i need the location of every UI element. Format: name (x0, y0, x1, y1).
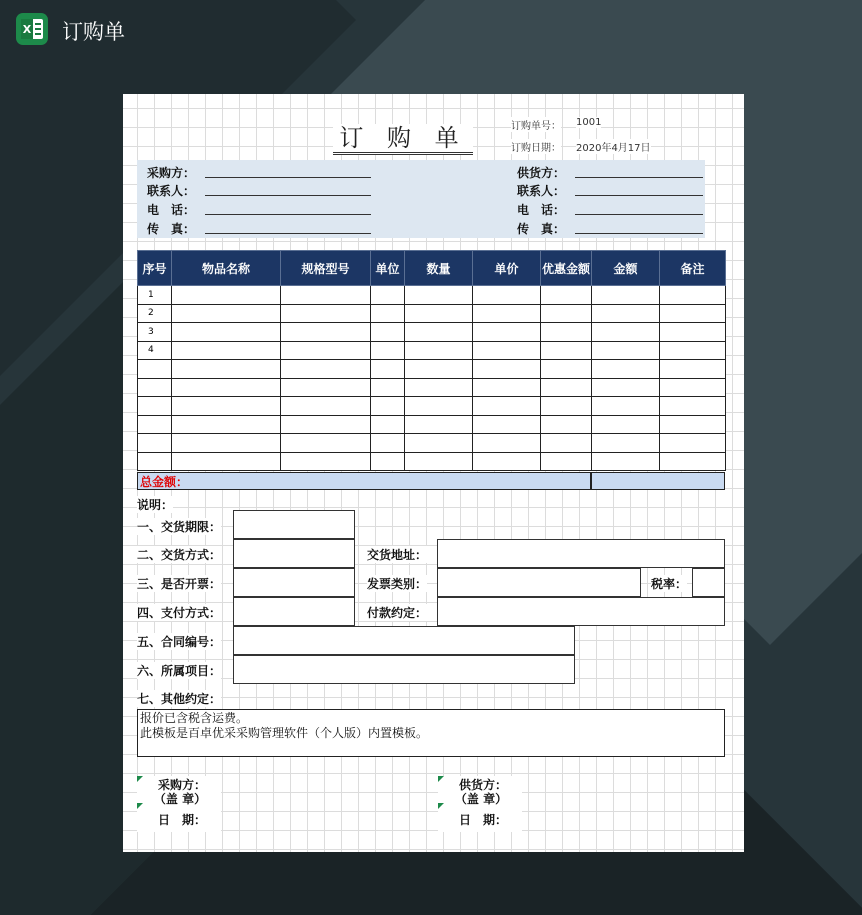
supplier-contact-label: 联系人： (517, 184, 566, 198)
note-line-1: 报价已含税含运费。 (140, 711, 249, 725)
table-cell[interactable] (592, 415, 660, 434)
row-index-cell[interactable]: 1 (138, 286, 172, 305)
table-cell[interactable] (172, 323, 281, 342)
table-cell[interactable] (371, 452, 405, 471)
payment-method-field[interactable] (233, 597, 355, 626)
col-header-index: 序号 (138, 251, 172, 286)
col-header-unit-price: 单价 (473, 251, 541, 286)
comment-marker-icon (137, 803, 143, 809)
table-cell[interactable] (473, 323, 541, 342)
supplier-label: 供货方： (517, 166, 566, 180)
buyer-field[interactable] (205, 162, 371, 178)
table-cell[interactable] (541, 323, 592, 342)
table-cell[interactable] (172, 341, 281, 360)
table-row (138, 415, 726, 434)
table-row (138, 378, 726, 397)
table-cell[interactable] (592, 378, 660, 397)
table-cell[interactable] (660, 286, 726, 305)
table-row (138, 452, 726, 471)
table-cell[interactable] (281, 434, 371, 453)
table-row (138, 341, 726, 360)
table-cell[interactable] (541, 304, 592, 323)
table-cell[interactable] (541, 360, 592, 379)
other-terms-label: 七、其他约定： (137, 692, 222, 706)
table-cell[interactable] (592, 360, 660, 379)
col-header-unit: 单位 (371, 251, 405, 286)
project-field[interactable] (233, 655, 575, 684)
table-cell[interactable] (405, 286, 473, 305)
table-cell[interactable] (541, 415, 592, 434)
supplier-signature-field[interactable] (522, 776, 725, 832)
table-cell[interactable] (172, 304, 281, 323)
row-index-cell[interactable] (138, 360, 172, 379)
spreadsheet-page[interactable] (123, 94, 744, 852)
delivery-address-field[interactable] (437, 539, 725, 568)
table-cell[interactable] (281, 360, 371, 379)
delivery-method-field[interactable] (233, 539, 355, 568)
table-cell[interactable] (592, 304, 660, 323)
tax-rate-field[interactable] (692, 568, 725, 597)
buyer-signature-field[interactable] (221, 776, 405, 832)
supplier-fax-field[interactable] (575, 218, 703, 234)
row-index-cell[interactable] (138, 434, 172, 453)
table-cell[interactable] (405, 434, 473, 453)
table-cell[interactable] (405, 323, 473, 342)
table-cell[interactable] (371, 434, 405, 453)
terms-heading: 说明： (137, 498, 174, 512)
table-cell[interactable] (281, 286, 371, 305)
table-cell[interactable] (660, 415, 726, 434)
total-amount-value[interactable] (591, 472, 725, 490)
table-cell[interactable] (592, 341, 660, 360)
buyer-date-label: 日 期： (157, 813, 206, 827)
row-index-cell[interactable] (138, 378, 172, 397)
col-header-discount: 优惠金额 (541, 251, 592, 286)
col-header-remarks: 备注 (660, 251, 726, 286)
table-cell[interactable] (405, 415, 473, 434)
table-cell[interactable] (172, 360, 281, 379)
project-label: 六、所属项目： (137, 664, 222, 678)
col-header-quantity: 数量 (405, 251, 473, 286)
row-index-cell[interactable] (138, 452, 172, 471)
payment-terms-label: 付款约定： (367, 606, 428, 620)
table-cell[interactable] (541, 378, 592, 397)
table-cell[interactable] (281, 378, 371, 397)
supplier-field[interactable] (575, 162, 703, 178)
table-row (138, 304, 726, 323)
notes-box[interactable] (137, 709, 725, 757)
table-cell[interactable] (660, 304, 726, 323)
supplier-stamp-label: （盖 章） (454, 792, 508, 806)
buyer-sign-label: 采购方： (157, 778, 206, 792)
tax-rate-label: 税率： (651, 577, 688, 591)
table-cell[interactable] (281, 452, 371, 471)
table-cell[interactable] (592, 323, 660, 342)
table-cell[interactable] (172, 415, 281, 434)
table-cell[interactable] (371, 378, 405, 397)
table-cell[interactable] (592, 286, 660, 305)
buyer-label: 采购方： (147, 166, 196, 180)
table-cell[interactable] (405, 452, 473, 471)
document-title: 订 购 单 (333, 124, 473, 155)
row-index-cell[interactable] (138, 397, 172, 416)
table-row (138, 360, 726, 379)
comment-marker-icon (137, 776, 143, 782)
contract-no-label: 五、合同编号： (137, 635, 222, 649)
phone-field[interactable] (205, 199, 371, 215)
table-header-row (138, 251, 726, 286)
table-cell[interactable] (172, 452, 281, 471)
table-cell[interactable] (405, 397, 473, 416)
table-cell[interactable] (660, 341, 726, 360)
order-no-value[interactable]: 1001 (576, 117, 602, 128)
table-cell[interactable] (592, 452, 660, 471)
table-cell[interactable] (371, 360, 405, 379)
table-cell[interactable] (371, 323, 405, 342)
table-cell[interactable] (281, 304, 371, 323)
table-row (138, 286, 726, 305)
table-cell[interactable] (541, 286, 592, 305)
delivery-address-label: 交货地址： (367, 548, 428, 562)
table-row (138, 397, 726, 416)
supplier-phone-field[interactable] (575, 199, 703, 215)
table-cell[interactable] (371, 397, 405, 416)
table-cell[interactable] (371, 286, 405, 305)
supplier-fax-label: 传 真： (517, 222, 566, 236)
table-cell[interactable] (473, 378, 541, 397)
fax-field[interactable] (205, 218, 371, 234)
table-cell[interactable] (405, 378, 473, 397)
table-cell[interactable] (541, 397, 592, 416)
row-index-cell[interactable] (138, 415, 172, 434)
table-cell[interactable] (371, 304, 405, 323)
row-index-cell[interactable]: 3 (138, 323, 172, 342)
table-cell[interactable] (660, 323, 726, 342)
delivery-period-field[interactable] (233, 510, 355, 539)
table-cell[interactable] (660, 378, 726, 397)
table-cell[interactable] (172, 434, 281, 453)
table-row (138, 434, 726, 453)
delivery-method-label: 二、交货方式： (137, 548, 222, 562)
invoice-label: 三、是否开票： (137, 577, 222, 591)
buyer-stamp-label: （盖 章） (153, 792, 207, 806)
delivery-period-label: 一、交货期限： (137, 520, 222, 534)
table-cell[interactable] (473, 360, 541, 379)
contract-no-field[interactable] (233, 626, 575, 655)
row-index-cell[interactable]: 4 (138, 341, 172, 360)
total-amount-label: 总金额： (137, 472, 591, 490)
items-table (137, 250, 726, 471)
order-date-label: 订购日期： (511, 139, 561, 154)
comment-marker-icon (438, 776, 444, 782)
table-cell[interactable] (541, 452, 592, 471)
invoice-type-label: 发票类别： (367, 577, 428, 591)
payment-terms-field[interactable] (437, 597, 725, 626)
table-cell[interactable] (371, 341, 405, 360)
col-header-amount: 金额 (592, 251, 660, 286)
supplier-sign-label: 供货方： (458, 778, 507, 792)
title-bar (0, 0, 862, 58)
table-cell[interactable] (473, 452, 541, 471)
table-cell[interactable] (473, 397, 541, 416)
phone-label: 电 话： (147, 203, 196, 217)
table-cell[interactable] (473, 286, 541, 305)
table-cell[interactable] (281, 397, 371, 416)
table-cell[interactable] (172, 378, 281, 397)
table-cell[interactable] (660, 360, 726, 379)
table-cell[interactable] (405, 304, 473, 323)
order-date-value[interactable]: 2020年4月17日 (576, 139, 651, 154)
table-cell[interactable] (281, 415, 371, 434)
app-title: 订购单 (62, 20, 125, 44)
table-cell[interactable] (473, 434, 541, 453)
fax-label: 传 真： (147, 222, 196, 236)
table-cell[interactable] (371, 415, 405, 434)
table-row (138, 323, 726, 342)
table-cell[interactable] (405, 341, 473, 360)
table-cell[interactable] (473, 304, 541, 323)
table-cell[interactable] (281, 323, 371, 342)
buyer-signature-block (137, 776, 221, 832)
table-cell[interactable] (541, 434, 592, 453)
table-cell[interactable] (405, 360, 473, 379)
payment-method-label: 四、支付方式： (137, 606, 222, 620)
contact-label: 联系人： (147, 184, 196, 198)
col-header-spec: 规格型号 (281, 251, 371, 286)
table-cell[interactable] (660, 434, 726, 453)
table-cell[interactable] (592, 434, 660, 453)
invoice-type-field[interactable] (437, 568, 641, 597)
parties-section (137, 160, 705, 238)
comment-marker-icon (438, 803, 444, 809)
table-cell[interactable] (541, 341, 592, 360)
note-line-2: 此模板是百卓优采采购管理软件（个人版）内置模板。 (140, 726, 429, 740)
invoice-field[interactable] (233, 568, 355, 597)
table-cell[interactable] (172, 286, 281, 305)
supplier-contact-field[interactable] (575, 180, 703, 196)
supplier-phone-label: 电 话： (517, 203, 566, 217)
table-cell[interactable] (473, 341, 541, 360)
table-cell[interactable] (660, 397, 726, 416)
table-cell[interactable] (172, 397, 281, 416)
excel-icon: X (16, 13, 48, 45)
supplier-signature-block (438, 776, 522, 832)
col-header-item-name: 物品名称 (172, 251, 281, 286)
table-cell[interactable] (473, 415, 541, 434)
table-cell[interactable] (660, 452, 726, 471)
supplier-date-label: 日 期： (458, 813, 507, 827)
table-cell[interactable] (592, 397, 660, 416)
table-cell[interactable] (281, 341, 371, 360)
row-index-cell[interactable]: 2 (138, 304, 172, 323)
contact-field[interactable] (205, 180, 371, 196)
order-no-label: 订购单号： (511, 117, 561, 132)
